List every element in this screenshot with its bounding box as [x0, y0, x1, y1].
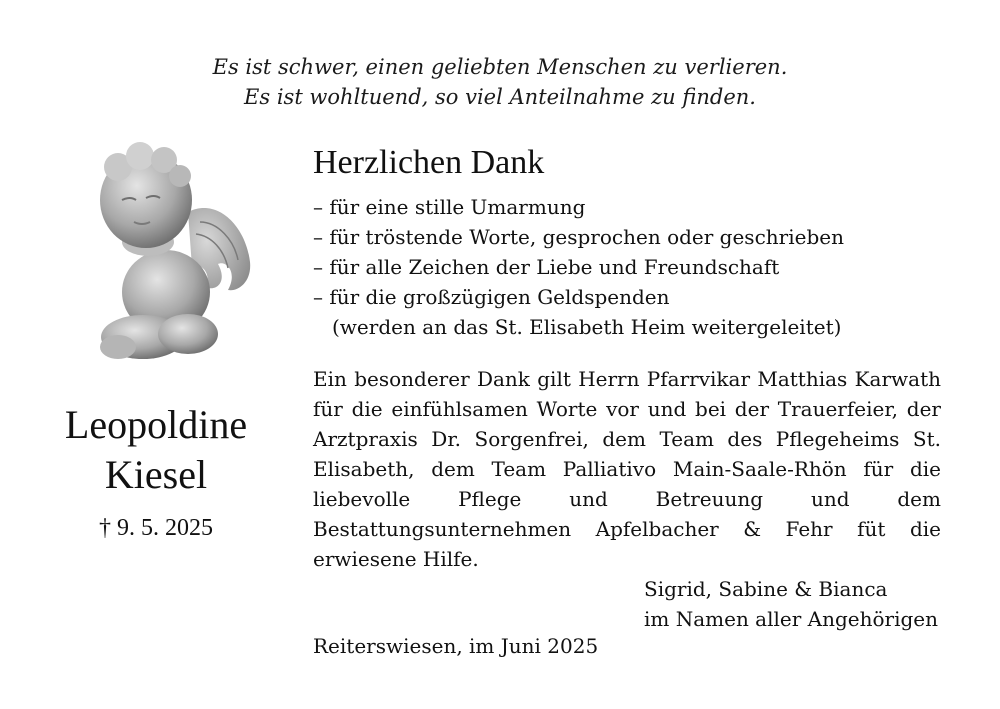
deceased-name — [40, 400, 272, 500]
signature-on-behalf: im Namen aller Angehörigen — [644, 607, 939, 631]
thanks-list — [313, 192, 844, 342]
motto — [0, 52, 1000, 112]
list-item: – für die großzügigen Geldspenden — [313, 285, 670, 309]
list-item: – für eine stille Umarmung — [313, 195, 586, 219]
motto-line-1: Es ist schwer, einen geliebten Menschen zu verlieren. — [212, 55, 788, 79]
deceased-first-name: Leopoldine — [64, 402, 248, 447]
donation-note: (werden an das St. Elisabeth Heim weitergeleitet) — [332, 315, 842, 339]
angel-figurine-icon — [88, 142, 253, 367]
list-item: – für tröstende Worte, gesprochen oder geschrieben — [313, 225, 844, 249]
place-date: Reiterswiesen, im Juni 2025 — [313, 634, 599, 658]
thanks-paragraph: Ein besonderer Dank gilt Herrn Pfarrvikar Matthias Karwath für die einfühlsamen Worte vor und bei der Trauerfeier, der Arztpraxis Dr. Sorgenfrei, dem Team des Pflegeheims St. Elisabeth, dem Team Palliativo Main-Saale-Rhön für die liebevolle Pflege und Betreuung und dem Bestattungsunternehmen Apfelbacher & Fehr füt die erwiesene Hilfe. — [313, 367, 941, 571]
death-date: † 9. 5. 2025 — [99, 515, 213, 541]
deceased-last-name: Kiesel — [104, 452, 208, 497]
signature-names: Sigrid, Sabine & Bianca — [644, 577, 888, 601]
motto-line-2: Es ist wohltuend, so viel Anteilnahme zu finden. — [244, 85, 756, 109]
signature — [644, 574, 938, 634]
list-item: – für alle Zeichen der Liebe und Freundschaft — [313, 255, 780, 279]
thanks-title: Herzlichen Dank — [313, 144, 545, 181]
